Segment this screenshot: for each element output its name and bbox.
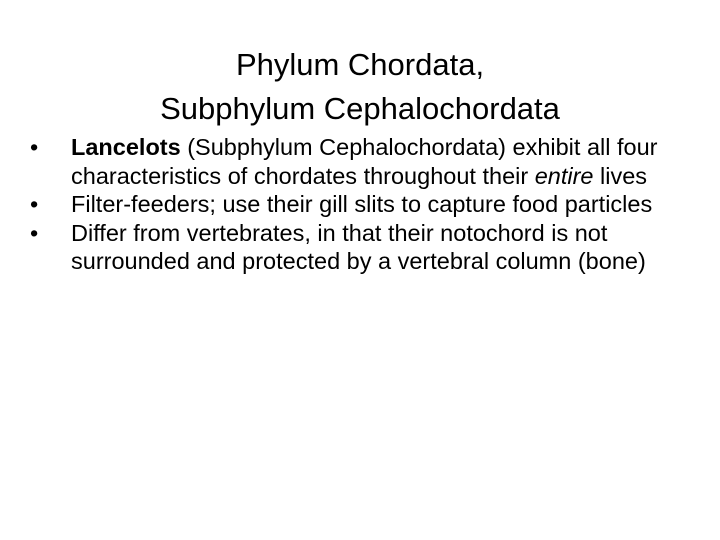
slide-title [40,43,680,131]
title-line-2: Subphylum Cephalochordata [160,90,560,126]
bullet-dot-icon: • [30,219,39,246]
bullet-dot-icon: • [30,191,39,217]
bullet-text-part: (Subphylum Cephalochordata) exhibit all four characteristics of chordates throughout their [71,134,658,189]
bullet-list [30,133,700,276]
bullet-item-lancelots [30,133,700,190]
bullet-text: Differ from vertebrates, in that their notochord is not surrounded and protected by a vertebral column (bone) [71,219,646,274]
bullet-bold-term: Lancelots [71,134,181,160]
bullet-dot-icon: • [30,134,39,160]
title-line-1: Phylum Chordata, [235,46,485,82]
bullet-item-vertebrates [30,219,700,276]
bullet-text-part: lives [593,162,648,189]
bullet-emphasis-term: entire [534,162,594,189]
bullet-text: Filter-feeders; use their gill slits to capture food particles [71,191,653,217]
bullet-item-filter-feeders [30,190,700,219]
